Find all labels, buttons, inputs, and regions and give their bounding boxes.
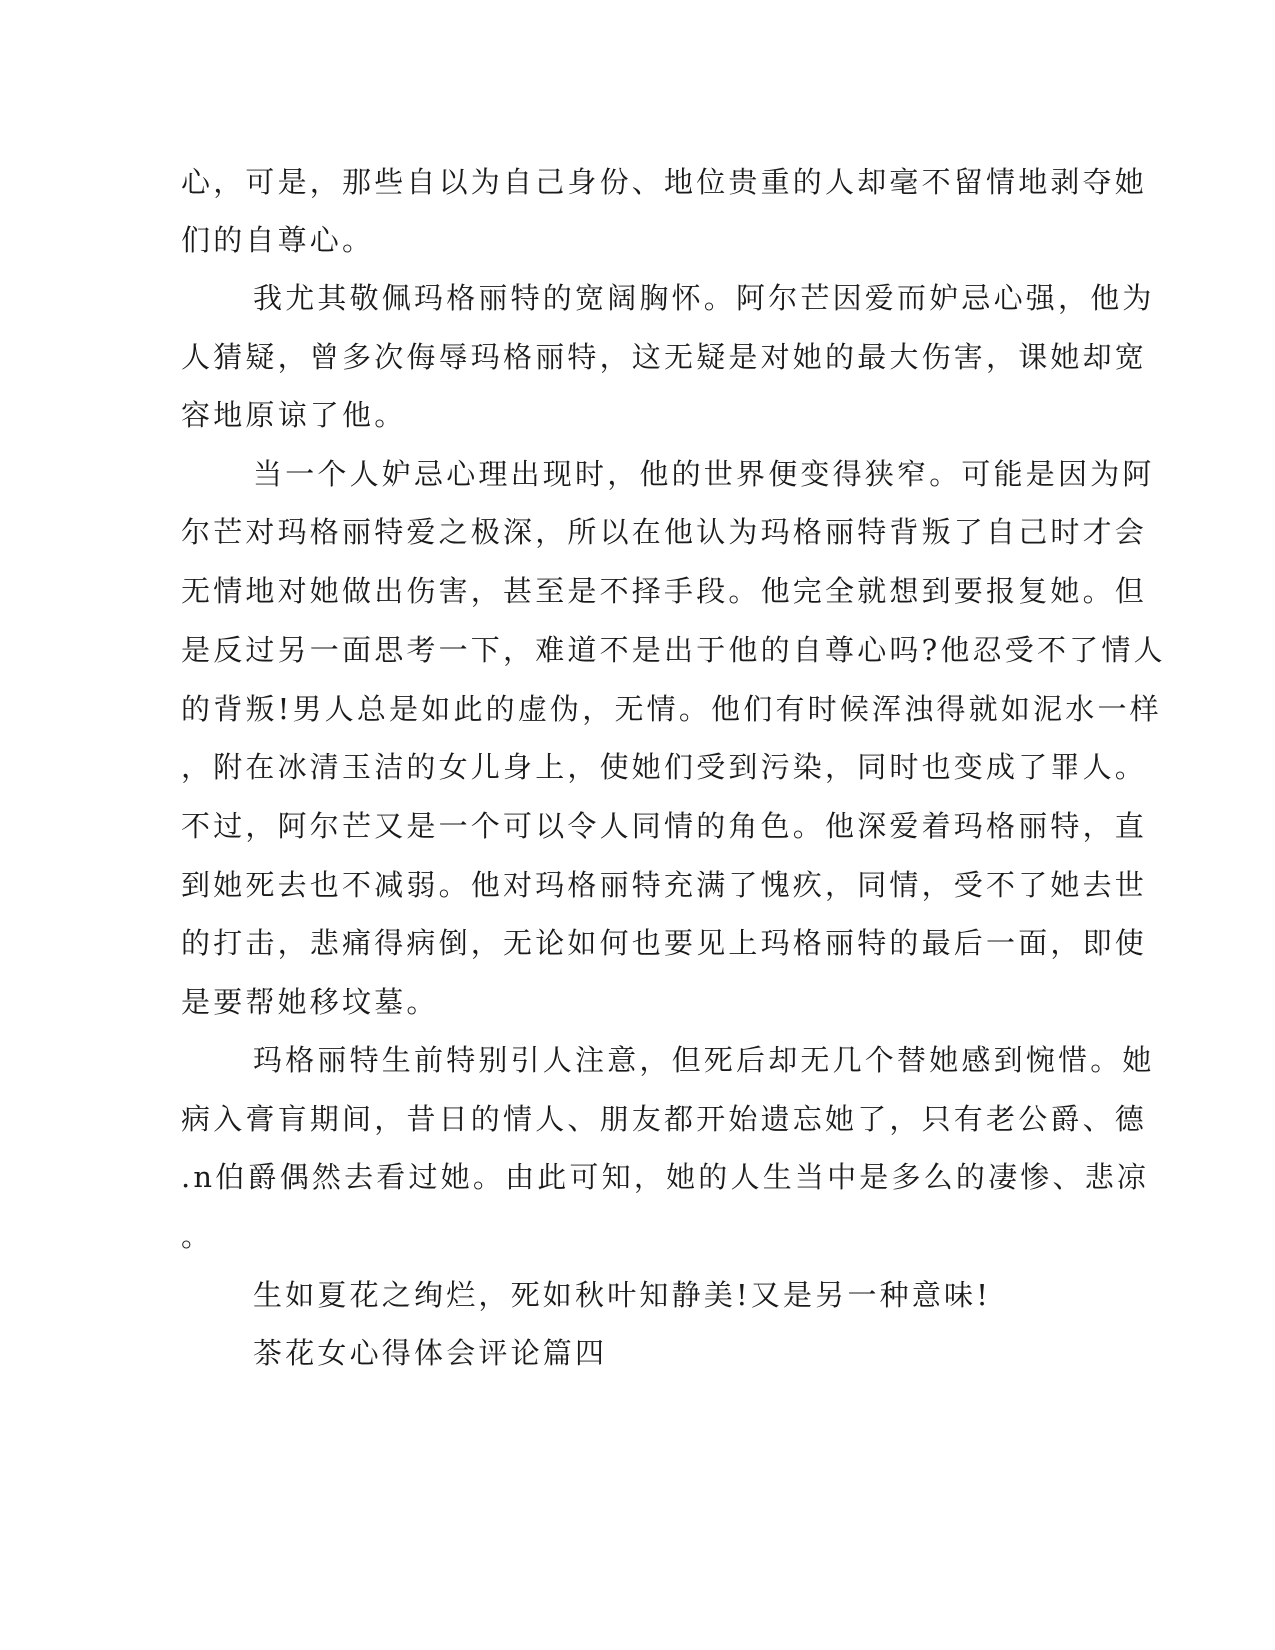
- text-line: 们的自尊心。: [181, 223, 375, 257]
- text-line: 容地原谅了他。: [181, 398, 407, 432]
- text-line: 到她死去也不减弱。他对玛格丽特充满了愧疚，同情，受不了她去世: [181, 868, 1148, 902]
- text-line: 不过，阿尔芒又是一个可以令人同情的角色。他深爱着玛格丽特，直: [181, 809, 1148, 843]
- text-line: .n伯爵偶然去看过她。由此可知，她的人生当中是多么的凄惨、悲凉: [181, 1160, 1150, 1194]
- text-line: 心，可是，那些自以为自己身份、地位贵重的人却毫不留情地剥夺她: [181, 165, 1148, 199]
- section-heading: 茶花女心得体会评论篇四: [253, 1336, 608, 1370]
- text-line: 。: [181, 1219, 214, 1253]
- text-line: 是要帮她移坟墓。: [181, 985, 439, 1019]
- text-line: 无情地对她做出伤害，甚至是不择手段。他完全就想到要报复她。但: [181, 574, 1148, 608]
- paragraph-start: 当一个人妒忌心理出现时，他的世界便变得狭窄。可能是因为阿: [253, 457, 1155, 491]
- text-line: 是反过另一面思考一下，难道不是出于他的自尊心吗?他忍受不了情人: [181, 633, 1166, 667]
- text-line: 尔芒对玛格丽特爱之极深，所以在他认为玛格丽特背叛了自己时才会: [181, 515, 1148, 549]
- text-line: 人猜疑，曾多次侮辱玛格丽特，这无疑是对她的最大伤害，课她却宽: [181, 340, 1148, 374]
- paragraph-start: 生如夏花之绚烂，死如秋叶知静美!又是另一种意味!: [253, 1278, 992, 1312]
- text-line: 的打击，悲痛得病倒，无论如何也要见上玛格丽特的最后一面，即使: [181, 926, 1148, 960]
- text-line: ，附在冰清玉洁的女儿身上，使她们受到污染，同时也变成了罪人。: [181, 750, 1148, 784]
- paragraph-start: 我尤其敬佩玛格丽特的宽阔胸怀。阿尔芒因爱而妒忌心强，他为: [253, 281, 1155, 315]
- text-line: 病入膏肓期间，昔日的情人、朋友都开始遗忘她了，只有老公爵、德: [181, 1102, 1148, 1136]
- text-line: 的背叛!男人总是如此的虚伪，无情。他们有时候浑浊得就如泥水一样: [181, 692, 1162, 726]
- paragraph-start: 玛格丽特生前特别引人注意，但死后却无几个替她感到惋惜。她: [253, 1043, 1155, 1077]
